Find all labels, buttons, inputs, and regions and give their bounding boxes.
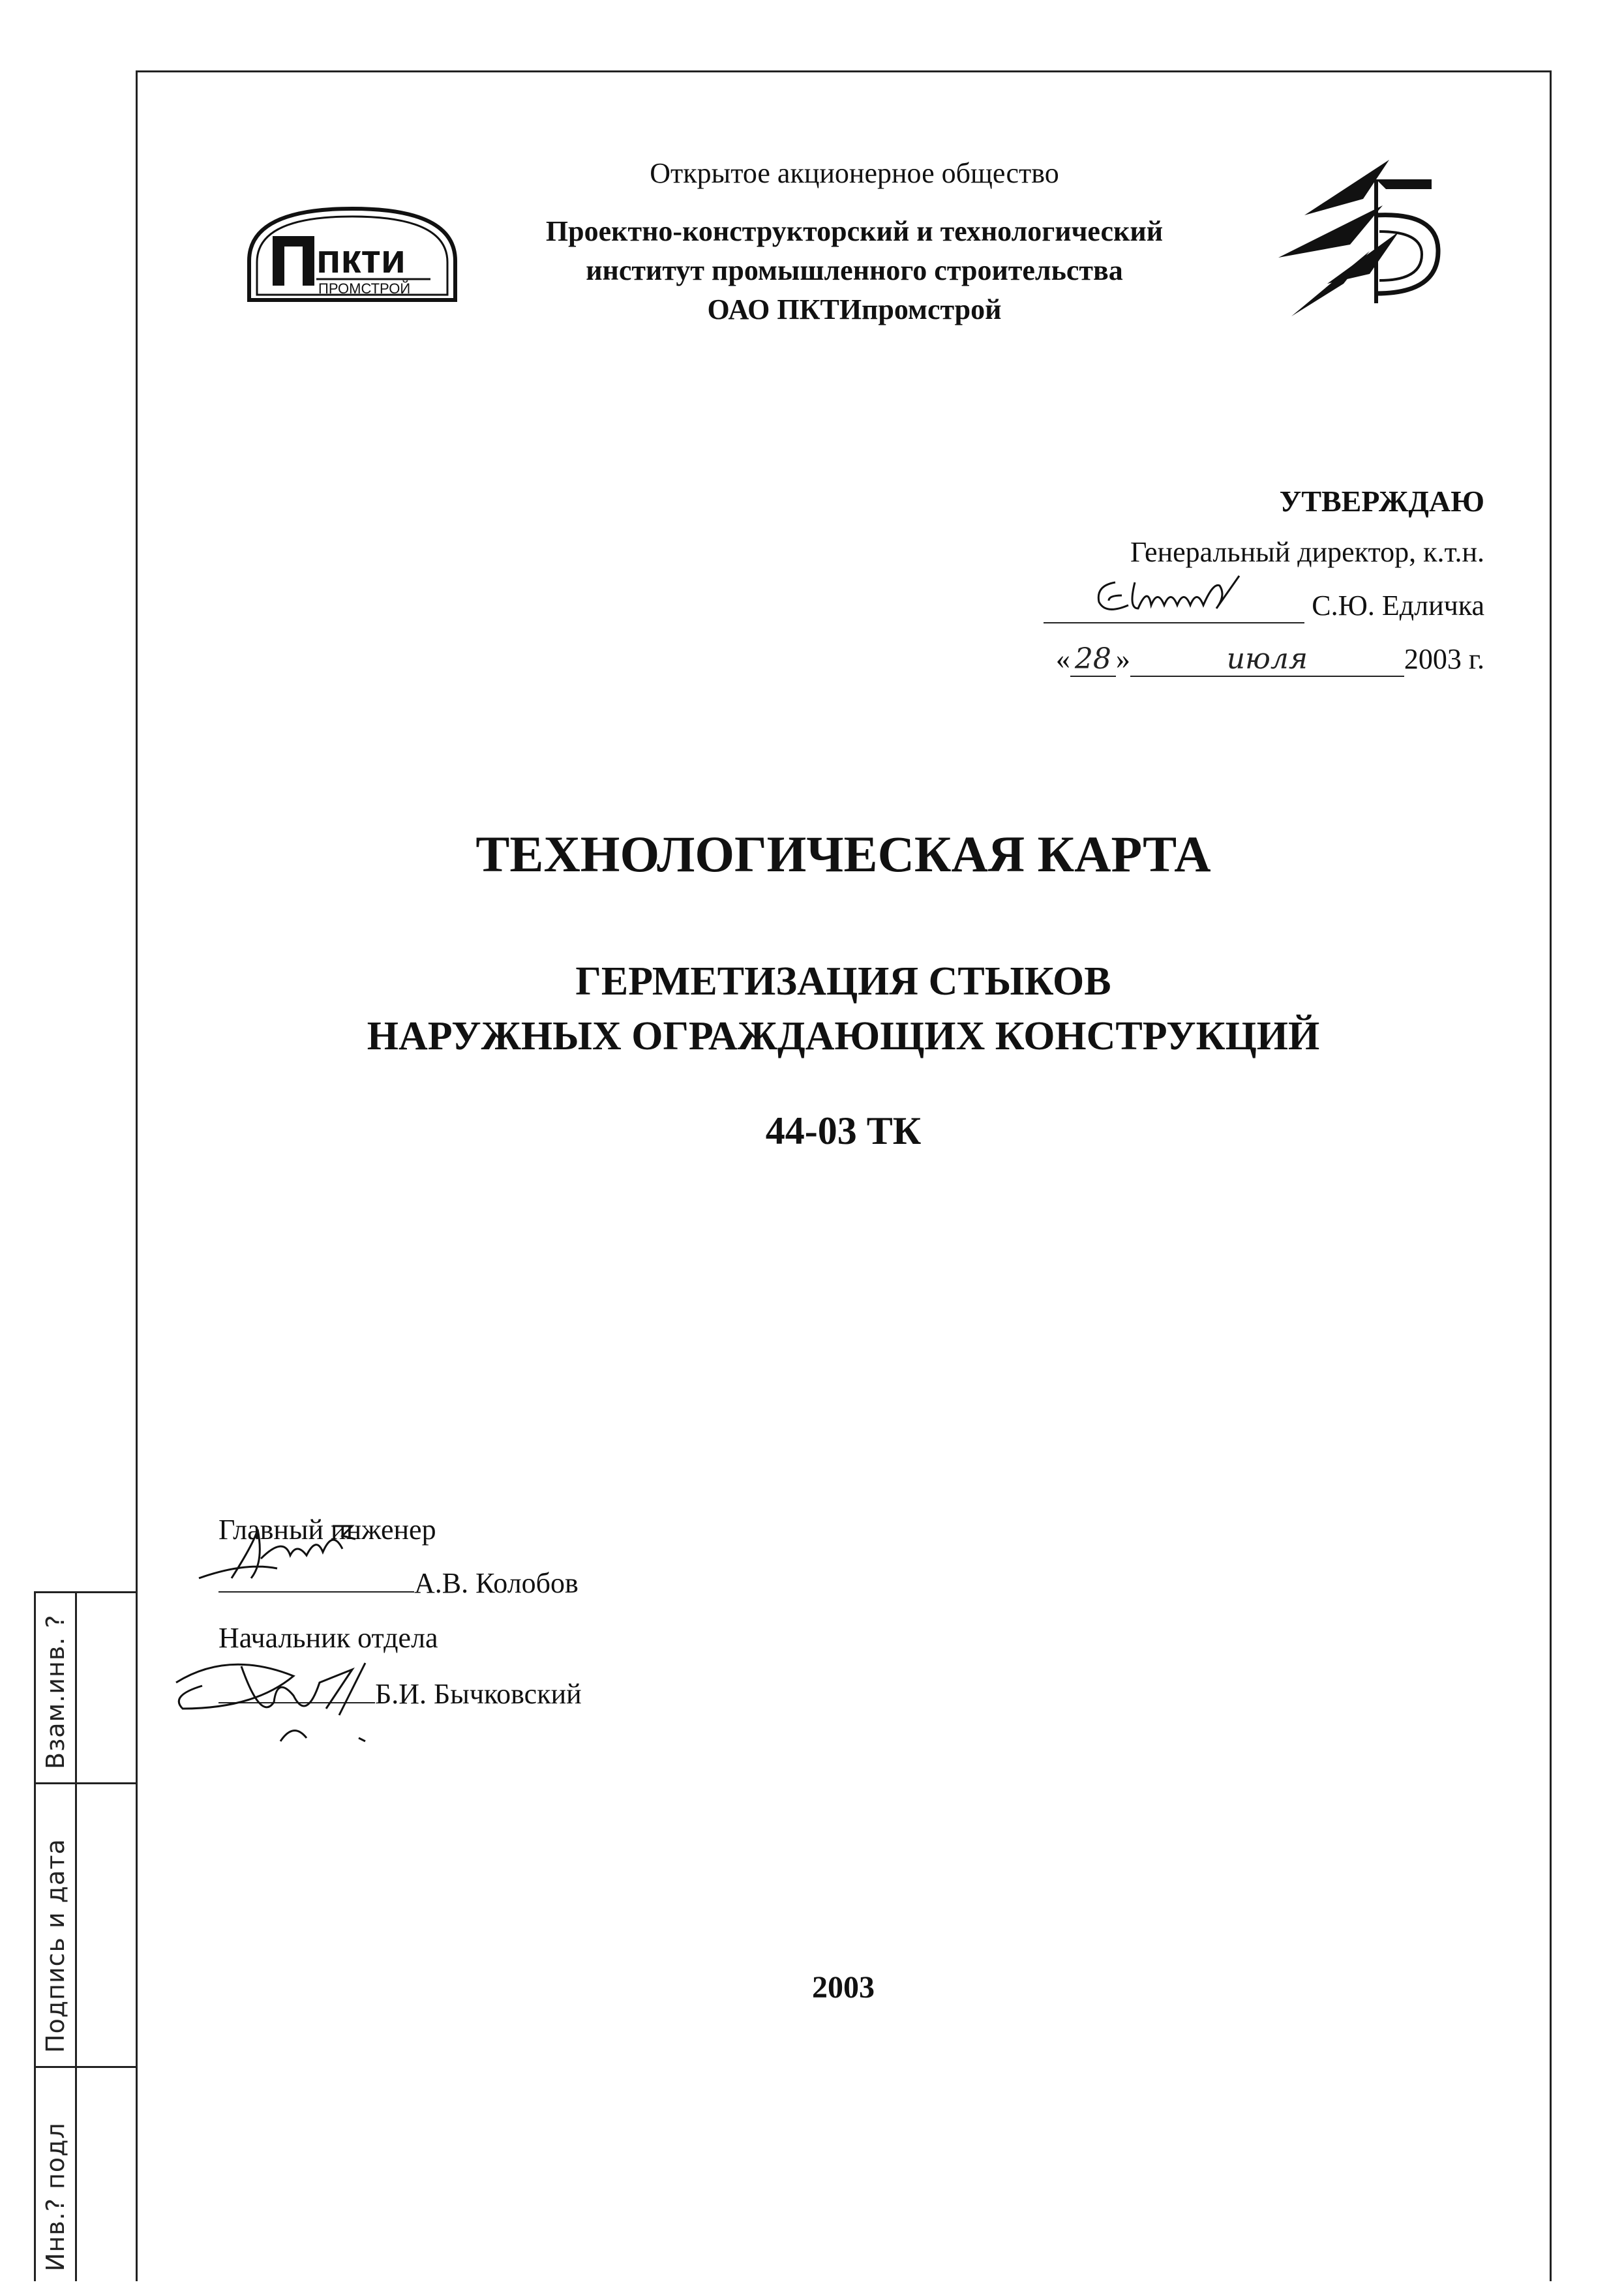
department-head-position: Начальник отдела <box>218 1622 438 1654</box>
approval-position: Генеральный директор, к.т.н. <box>1130 536 1484 568</box>
signature-line <box>1044 589 1304 623</box>
document-subject <box>136 954 1551 1064</box>
stamp-field-sign: Подпись и дата <box>41 1838 70 2053</box>
date-year: 2003 г. <box>1404 643 1484 675</box>
stamp-row-divider <box>36 2066 138 2068</box>
organization-name-line3: ОАО ПКТИпромстрой <box>707 293 1002 325</box>
document-subject-line1: ГЕРМЕТИЗАЦИЯ СТЫКОВ <box>575 959 1111 1004</box>
organization-name-line1: Проектно-конструкторский и технологический <box>545 215 1164 247</box>
document-code: 44-03 ТК <box>765 1109 922 1152</box>
department-head-name: Б.И. Бычковский <box>375 1678 582 1710</box>
organization-name-line2: институт промышленного строительства <box>586 254 1123 286</box>
stamp-field-replace: Взам.инв. ? <box>41 1614 70 1769</box>
approval-heading: УТВЕРЖДАЮ <box>1279 485 1484 518</box>
approval-block <box>897 484 1484 679</box>
frame-top-border <box>136 70 1551 72</box>
date-quote-open: « <box>1055 643 1070 675</box>
date-month: июля <box>1130 642 1404 677</box>
organization-name <box>470 212 1239 329</box>
emblem-logo <box>1265 153 1448 336</box>
document-type: ТЕХНОЛОГИЧЕСКАЯ КАРТА <box>475 826 1211 882</box>
approval-signature-row <box>897 589 1484 625</box>
document-year: 2003 <box>812 1970 875 2005</box>
logo-subtext: ПРОМСТРОЙ <box>318 280 411 297</box>
director-signature <box>1089 569 1259 621</box>
frame-right-border <box>1550 70 1552 2281</box>
margin-stamp <box>34 1591 138 2281</box>
approval-name: С.Ю. Едличка <box>1312 590 1484 621</box>
stamp-column-divider <box>75 1593 77 2281</box>
pkti-logo <box>235 196 470 310</box>
chief-engineer-name: А.В. Колобов <box>414 1567 579 1599</box>
approval-date-row <box>897 642 1484 679</box>
department-head-signature <box>163 1630 411 1761</box>
date-quote-close: » <box>1115 643 1130 675</box>
organization-type: Открытое акционерное общество <box>650 157 1059 189</box>
logo-text: пкти <box>316 237 406 282</box>
date-day: 28 <box>1070 642 1116 677</box>
document-subject-line2: НАРУЖНЫХ ОГРАЖДАЮЩИХ КОНСТРУКЦИЙ <box>367 1014 1320 1058</box>
chief-engineer-position: Главный инженер <box>218 1514 436 1546</box>
stamp-row-divider <box>36 1782 138 1784</box>
chief-engineer-signature <box>192 1516 408 1595</box>
stamp-field-inv: Инв.? подл <box>41 2122 70 2271</box>
